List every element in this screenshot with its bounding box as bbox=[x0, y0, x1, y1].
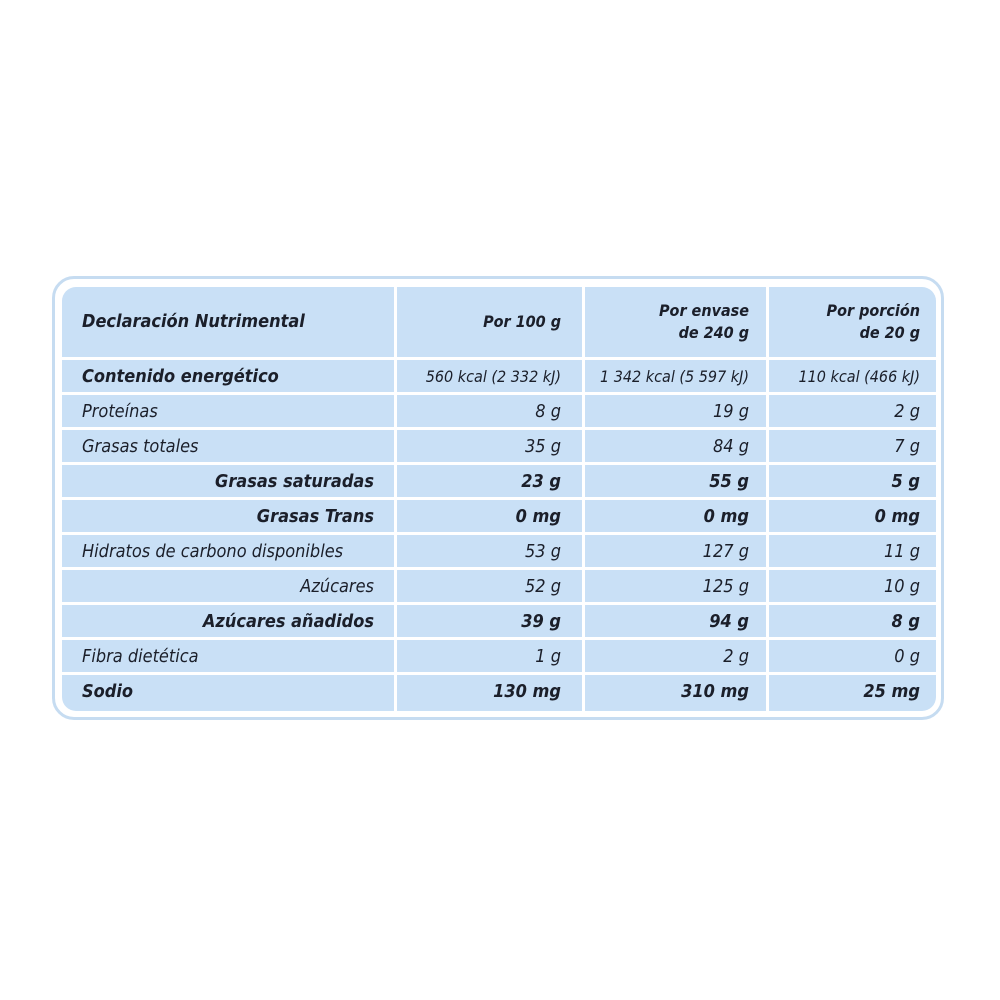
header-title-cell bbox=[82, 287, 374, 357]
row-label: Fibra dietética bbox=[82, 645, 199, 667]
header-per-100g-cell bbox=[399, 287, 561, 357]
table-row bbox=[62, 430, 936, 462]
row-value-per-package: 19 g bbox=[712, 400, 749, 422]
row-value-per-serving: 0 g bbox=[894, 645, 920, 667]
row-value-per-100g: 560 kcal (2 332 kJ) bbox=[425, 366, 561, 386]
table-row bbox=[62, 360, 936, 392]
table-row bbox=[62, 675, 936, 707]
header-per-serving-cell bbox=[771, 287, 920, 357]
row-label: Contenido energético bbox=[82, 365, 279, 387]
row-value-per-serving: 8 g bbox=[891, 610, 920, 632]
row-value-per-serving: 25 mg bbox=[863, 680, 920, 702]
row-value-per-serving: 2 g bbox=[894, 400, 920, 422]
row-label: Grasas saturadas bbox=[215, 470, 374, 492]
row-value-per-100g: 39 g bbox=[521, 610, 561, 632]
row-label: Grasas Trans bbox=[256, 505, 374, 527]
row-value-per-package: 2 g bbox=[723, 645, 749, 667]
row-value-per-serving: 7 g bbox=[894, 435, 920, 457]
row-value-per-100g: 35 g bbox=[524, 435, 561, 457]
row-value-per-package: 127 g bbox=[702, 540, 749, 562]
header-per-serving-line1: Por porción bbox=[826, 301, 920, 320]
header-per-serving bbox=[827, 300, 920, 344]
row-value-per-100g: 52 g bbox=[524, 575, 561, 597]
table-title: Declaración Nutrimental bbox=[82, 311, 305, 332]
row-label: Proteínas bbox=[82, 400, 158, 422]
row-label: Azúcares bbox=[300, 575, 374, 597]
nutrition-table bbox=[62, 287, 936, 711]
table-row bbox=[62, 465, 936, 497]
row-label: Azúcares añadidos bbox=[202, 610, 374, 632]
header-per-100g: Por 100 g bbox=[483, 312, 561, 331]
row-value-per-serving: 11 g bbox=[883, 540, 920, 562]
row-value-per-100g: 1 g bbox=[535, 645, 561, 667]
row-value-per-package: 310 mg bbox=[681, 680, 749, 702]
row-value-per-package: 94 g bbox=[709, 610, 749, 632]
row-label: Sodio bbox=[82, 680, 134, 702]
row-label: Grasas totales bbox=[82, 435, 199, 457]
row-value-per-100g: 23 g bbox=[521, 470, 561, 492]
row-value-per-100g: 8 g bbox=[535, 400, 561, 422]
table-row bbox=[62, 570, 936, 602]
row-value-per-100g: 0 mg bbox=[515, 505, 561, 527]
table-header bbox=[62, 287, 936, 357]
row-value-per-100g: 53 g bbox=[524, 540, 561, 562]
header-per-package bbox=[659, 300, 749, 344]
row-value-per-serving: 0 mg bbox=[874, 505, 920, 527]
table-row bbox=[62, 535, 936, 567]
row-value-per-package: 55 g bbox=[709, 470, 749, 492]
row-label: Hidratos de carbono disponibles bbox=[82, 540, 344, 562]
table-row bbox=[62, 605, 936, 637]
row-value-per-serving: 5 g bbox=[891, 470, 920, 492]
header-per-package-cell bbox=[587, 287, 749, 357]
row-value-per-package: 0 mg bbox=[703, 505, 749, 527]
row-value-per-serving: 10 g bbox=[883, 575, 920, 597]
row-value-per-100g: 130 mg bbox=[493, 680, 561, 702]
row-value-per-serving: 110 kcal (466 kJ) bbox=[798, 366, 920, 386]
table-row bbox=[62, 500, 936, 532]
table-row bbox=[62, 640, 936, 672]
table-row bbox=[62, 395, 936, 427]
row-value-per-package: 84 g bbox=[712, 435, 749, 457]
header-per-serving-line2: de 20 g bbox=[859, 323, 920, 342]
header-per-package-line2: de 240 g bbox=[678, 323, 749, 342]
row-value-per-package: 1 342 kcal (5 597 kJ) bbox=[600, 366, 749, 386]
header-per-package-line1: Por envase bbox=[659, 301, 749, 320]
row-value-per-package: 125 g bbox=[702, 575, 749, 597]
